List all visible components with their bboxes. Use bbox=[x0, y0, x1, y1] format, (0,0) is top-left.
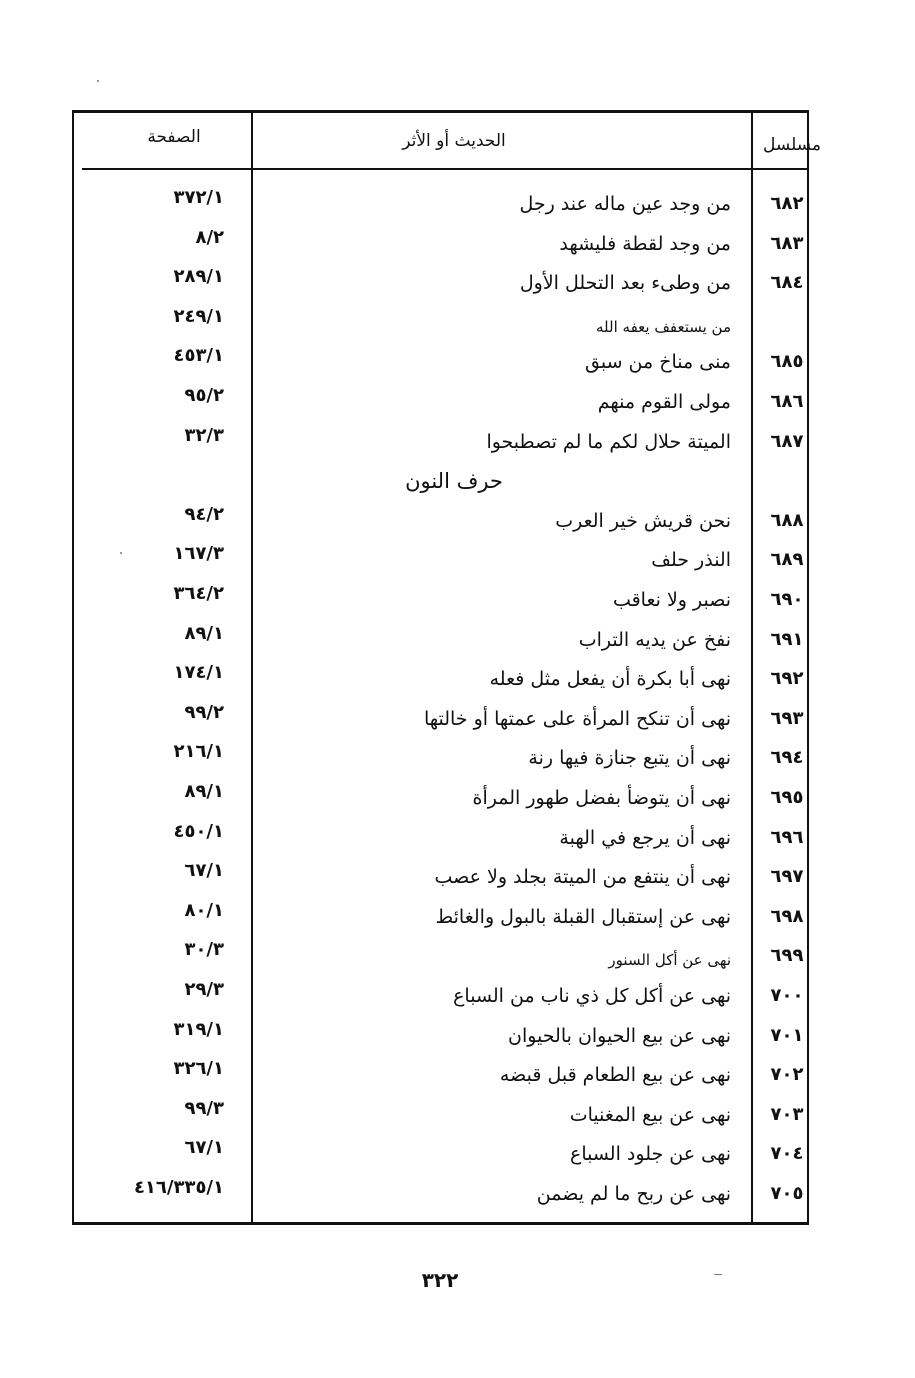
row-hadith-text: من وجد لقطة فليشهد bbox=[559, 233, 731, 255]
row-hadith-text: نفخ عن يديه التراب bbox=[578, 629, 731, 651]
row-page-ref: ٢٩/٣ bbox=[184, 979, 224, 1000]
row-hadith-text: نهى أن ينتفع من الميتة بجلد ولا عصب bbox=[434, 866, 731, 888]
row-page-ref: ٣٢٦/١ bbox=[173, 1058, 224, 1079]
row-page-ref: ٣٧٢/١ bbox=[173, 187, 224, 208]
row-page-ref: ٤٥٠/١ bbox=[173, 821, 224, 842]
row-serial: ٦٨٩ bbox=[770, 549, 804, 570]
row-hadith-text: نهى عن أكل كل ذي ناب من السباع bbox=[453, 985, 731, 1007]
row-page-ref: ٦٧/١ bbox=[184, 860, 224, 881]
row-serial: ٦٩٨ bbox=[770, 906, 804, 927]
row-serial: ٦٩٤ bbox=[770, 747, 804, 768]
row-hadith-text: منى مناخ من سبق bbox=[585, 351, 731, 373]
row-hadith-text: نهى أن يرجع في الهبة bbox=[559, 827, 731, 849]
row-page-ref: ٩٤/٢ bbox=[184, 504, 224, 525]
row-page-ref: ٩٩/٢ bbox=[184, 702, 224, 723]
row-hadith-text: نهى أبا بكرة أن يفعل مثل فعله bbox=[489, 668, 731, 690]
row-serial: ٧٠١ bbox=[770, 1025, 804, 1046]
row-page-ref: ٣٢/٣ bbox=[184, 425, 224, 446]
row-hadith-text: نصبر ولا نعاقب bbox=[612, 589, 731, 611]
row-hadith-text: نهى عن بيع الحيوان بالحيوان bbox=[508, 1025, 731, 1047]
header-page: الصفحة bbox=[147, 127, 201, 147]
row-hadith-text: من وجد عين ماله عند رجل bbox=[519, 193, 731, 215]
row-serial: ٦٩٢ bbox=[770, 668, 804, 689]
row-hadith-text: نهى عن ربح ما لم يضمن bbox=[536, 1183, 731, 1205]
index-table bbox=[72, 110, 821, 1225]
row-page-ref: ٢٤٩/١ bbox=[173, 306, 224, 327]
row-hadith-text: نهى أن يتبع جنازة فيها رنة bbox=[528, 747, 731, 769]
row-serial: ٦٨٢ bbox=[770, 193, 804, 214]
row-hadith-text: من يستعفف يعفه الله bbox=[596, 318, 731, 336]
row-hadith-text: من وطىء بعد التحلل الأول bbox=[519, 272, 731, 294]
scan-speck bbox=[714, 1274, 722, 1275]
row-serial: ٦٨٥ bbox=[770, 351, 804, 372]
header-serial: مسلسل bbox=[763, 135, 821, 155]
row-page-ref: ٩٩/٣ bbox=[184, 1098, 224, 1119]
row-page-ref: ٤١٦/٣٣٥/١ bbox=[133, 1177, 224, 1198]
row-serial: ٦٩٠ bbox=[770, 589, 804, 610]
row-serial: ٦٩٧ bbox=[770, 866, 804, 887]
header-hadith: الحديث أو الأثر bbox=[402, 131, 506, 151]
row-hadith-text: نهى عن بيع الطعام قبل قبضه bbox=[499, 1064, 731, 1086]
row-page-ref: ٢٨٩/١ bbox=[173, 266, 224, 287]
row-hadith-text: نهى أن تنكح المرأة على عمتها أو خالتها bbox=[423, 708, 731, 730]
row-serial: ٦٩١ bbox=[770, 629, 804, 650]
row-hadith-text: نهى عن أكل السنور bbox=[608, 951, 731, 969]
row-serial: ٦٨٣ bbox=[770, 233, 804, 254]
row-page-ref: ٨٩/١ bbox=[184, 623, 224, 644]
row-serial: ٧٠٣ bbox=[770, 1104, 804, 1125]
row-page-ref: ٨٩/١ bbox=[184, 781, 224, 802]
row-serial: ٦٨٤ bbox=[770, 272, 804, 293]
row-page-ref: ٩٥/٢ bbox=[184, 385, 224, 406]
row-hadith-text: الميتة حلال لكم ما لم تصطبحوا bbox=[486, 431, 731, 453]
row-page-ref: ٨٠/١ bbox=[184, 900, 224, 921]
row-page-ref: ٨/٢ bbox=[195, 227, 224, 248]
row-serial: ٧٠٥ bbox=[770, 1183, 804, 1204]
row-hadith-text: نهى أن يتوضأ بفضل طهور المرأة bbox=[472, 787, 731, 809]
scan-speck bbox=[120, 552, 122, 554]
row-hadith-text: النذر حلف bbox=[651, 549, 731, 571]
row-serial: ٦٩٥ bbox=[770, 787, 804, 808]
row-serial: ٧٠٠ bbox=[770, 985, 804, 1006]
row-hadith-text: نهى عن جلود السباع bbox=[570, 1143, 731, 1165]
table-body bbox=[74, 113, 807, 1222]
row-hadith-text: نهى عن إستقبال القبلة بالبول والغائط bbox=[435, 906, 731, 928]
row-page-ref: ٣١٩/١ bbox=[173, 1019, 224, 1040]
row-page-ref: ٦٧/١ bbox=[184, 1137, 224, 1158]
row-serial: ٦٨٨ bbox=[770, 510, 804, 531]
row-page-ref: ١٧٤/١ bbox=[173, 662, 224, 683]
row-serial: ٧٠٤ bbox=[770, 1143, 804, 1164]
section-heading: حرف النون bbox=[405, 469, 503, 493]
row-serial: ٦٨٦ bbox=[770, 391, 804, 412]
row-hadith-text: نحن قريش خير العرب bbox=[555, 510, 731, 532]
row-page-ref: ١٦٧/٣ bbox=[173, 543, 224, 564]
row-serial: ٦٩٩ bbox=[770, 945, 804, 966]
row-serial: ٦٩٣ bbox=[770, 708, 804, 729]
row-serial: ٦٨٧ bbox=[770, 431, 804, 452]
row-page-ref: ٢١٦/١ bbox=[173, 741, 224, 762]
row-page-ref: ٤٥٣/١ bbox=[173, 345, 224, 366]
scan-speck bbox=[97, 80, 99, 82]
row-hadith-text: مولى القوم منهم bbox=[597, 391, 731, 413]
row-page-ref: ٣٠/٣ bbox=[184, 939, 224, 960]
row-hadith-text: نهى عن بيع المغنيات bbox=[569, 1104, 731, 1126]
row-serial: ٦٩٦ bbox=[770, 827, 804, 848]
page-number: ٣٢٢ bbox=[421, 1268, 459, 1292]
row-serial: ٧٠٢ bbox=[770, 1064, 804, 1085]
row-page-ref: ٣٦٤/٢ bbox=[173, 583, 224, 604]
